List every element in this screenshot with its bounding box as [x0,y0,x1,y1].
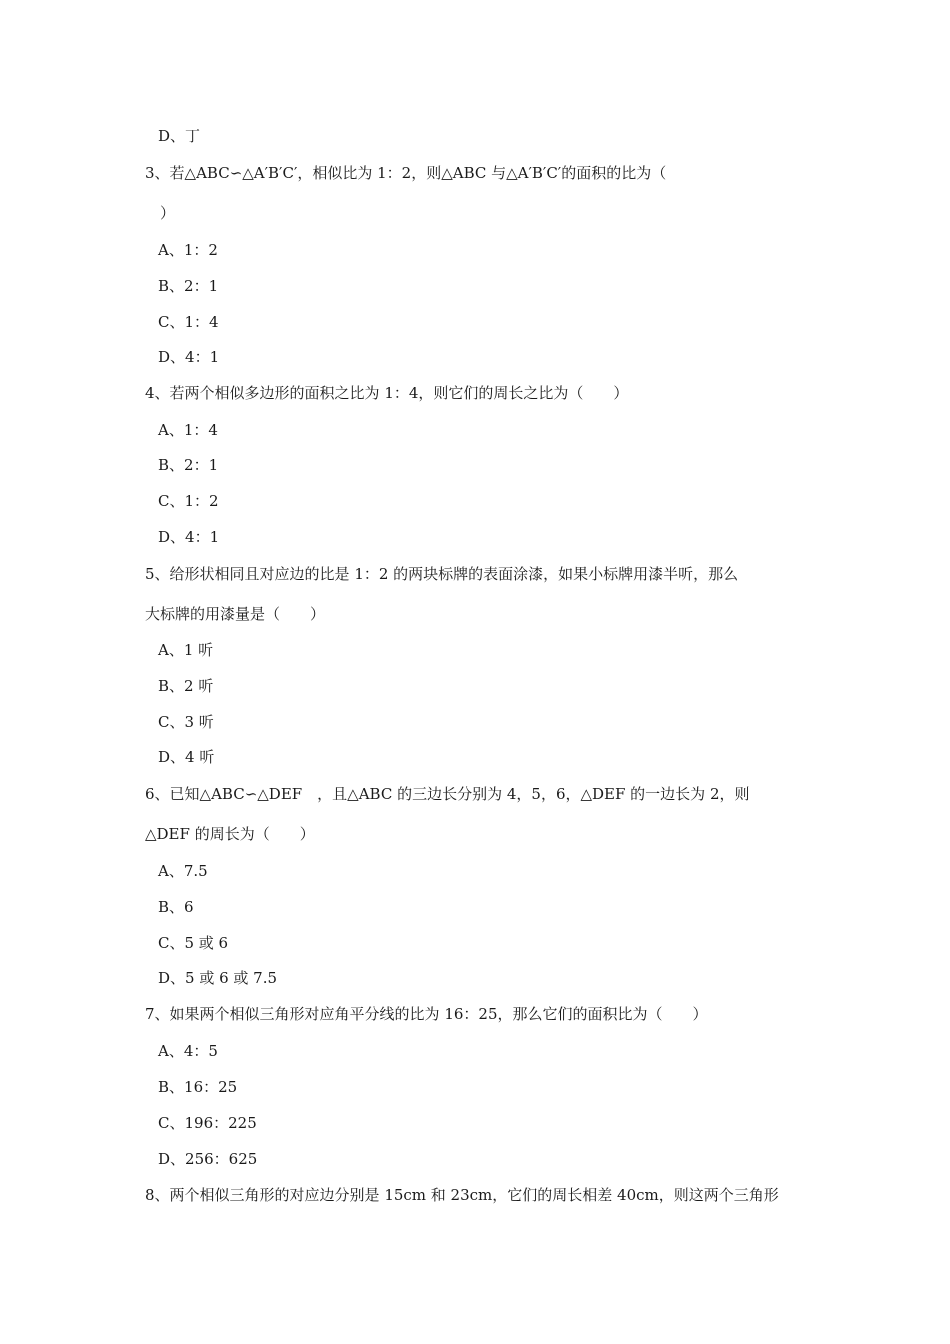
question-5: 5、给形状相同且对应边的比是 1：2 的两块标牌的表面涂漆，如果小标牌用漆半听，那么 [145,565,739,583]
option-d-q2: D、丁 [158,127,201,145]
question-3-continuation: ） [145,204,176,222]
question-4: 4、若两个相似多边形的面积之比为 1：4，则它们的周长之比为（ ） [145,384,629,402]
option-c-q5: C、3 听 [158,713,214,731]
option-a-q6: A、7.5 [158,862,208,880]
option-a-q5: A、1 听 [158,641,214,659]
option-c-q6: C、5 或 6 [158,934,229,952]
option-b-q6: B、6 [158,898,194,916]
question-8: 8、两个相似三角形的对应边分别是 15cm 和 23cm，它们的周长相差 40cm，则这两个三角形 [145,1186,779,1204]
option-a-q4: A、1：4 [158,421,218,439]
option-d-q7: D、256：625 [158,1150,258,1168]
option-a-q3: A、1：2 [158,241,218,259]
option-c-q7: C、196：225 [158,1114,257,1132]
question-6: 6、已知△ABC∽△DEF ，且△ABC 的三边长分别为 4，5，6，△DEF 的一边长为 2，则 [145,785,750,803]
option-b-q5: B、2 听 [158,677,214,695]
option-c-q3: C、1：4 [158,313,219,331]
option-d-q3: D、4：1 [158,348,220,366]
option-c-q4: C、1：2 [158,492,219,510]
option-d-q5: D、4 听 [158,748,215,766]
option-b-q3: B、2：1 [158,277,219,295]
option-d-q4: D、4：1 [158,528,220,546]
question-5-continuation: 大标牌的用漆量是（ ） [145,605,326,623]
question-7: 7、如果两个相似三角形对应角平分线的比为 16：25，那么它们的面积比为（ ） [145,1005,708,1023]
question-6-continuation: △DEF 的周长为（ ） [145,825,315,843]
option-b-q4: B、2：1 [158,456,219,474]
option-d-q6: D、5 或 6 或 7.5 [158,969,278,987]
option-b-q7: B、16：25 [158,1078,238,1096]
option-a-q7: A、4：5 [158,1042,218,1060]
question-3: 3、若△ABC∽△A′B′C′，相似比为 1：2，则△ABC 与△A′B′C′的面积的比为（ [145,164,667,182]
